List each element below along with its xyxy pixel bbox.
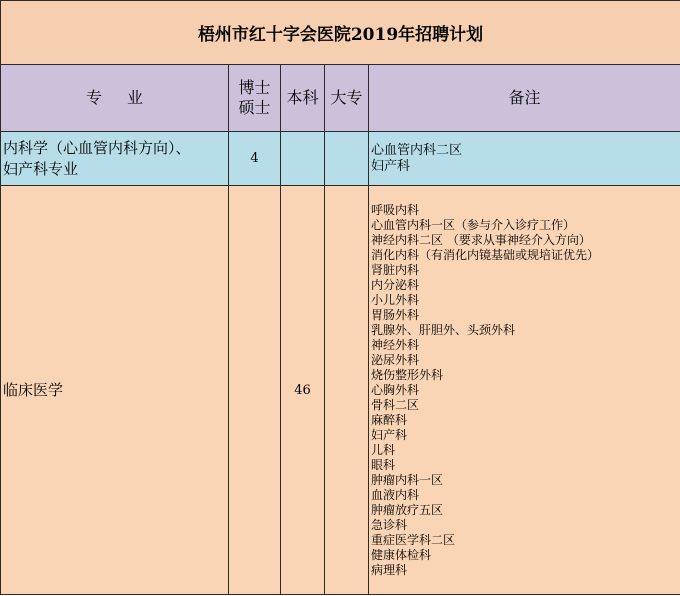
major-cell: 临床医学: [1, 186, 229, 595]
college-count: [325, 132, 369, 186]
remark-line: 小儿外科: [371, 292, 420, 307]
remark-line: 重症医学科二区: [371, 532, 456, 547]
remark-line: 妇产科: [371, 158, 411, 174]
table-row: [1, 186, 680, 595]
sheet-title: 梧州市红十字会医院2019年招聘计划: [1, 1, 680, 65]
remark-line: 眼科: [371, 457, 396, 472]
remark-line: 心血管内科一区（参与介入诊疗工作）: [371, 217, 576, 232]
remark-line: 内分泌科: [371, 277, 420, 292]
remark-line: 血液内科: [371, 487, 420, 502]
major-line: 妇产科专业: [3, 159, 79, 178]
remark-line: 神经外科: [371, 337, 420, 352]
bachelor-count: 46: [281, 186, 325, 595]
remark-line: 健康体检科: [371, 547, 432, 562]
remark-line: 心血管内科二区: [371, 142, 463, 158]
remark-cell: [369, 186, 680, 595]
header-doctor-master: [229, 65, 281, 132]
remark-line: 肾脏内科: [371, 262, 420, 277]
header-master-label: 硕士: [238, 98, 271, 117]
doctor-count: 4: [229, 132, 281, 186]
remark-line: 急诊科: [371, 517, 408, 532]
header-remark: 备注: [369, 65, 680, 132]
remark-cell: [369, 132, 680, 186]
remark-line: 病理科: [371, 562, 408, 577]
major-cell: [1, 132, 229, 186]
remark-line: 骨科二区: [371, 397, 420, 412]
remark-line: 呼吸内科: [371, 202, 420, 217]
major-line: 内科学（心血管内科方向）、: [3, 138, 191, 157]
header-doctor-label: 博士: [238, 78, 271, 97]
remark-line: 泌尿外科: [371, 352, 420, 367]
college-count: [325, 186, 369, 595]
remark-line: 消化内科（有消化内镜基础或规培证优先）: [371, 247, 600, 262]
header-college: 大专: [325, 65, 369, 132]
table-row: [1, 132, 680, 186]
remark-line: 儿科: [371, 442, 396, 457]
header-major: 专 业: [1, 65, 229, 132]
remark-line: 乳腺外、肝胆外、头颈外科: [371, 322, 516, 337]
remark-line: 麻醉科: [371, 412, 408, 427]
remark-line: 肿瘤内科一区: [371, 472, 444, 487]
remark-line: 心胸外科: [371, 382, 420, 397]
header-bachelor: 本科: [281, 65, 325, 132]
doctor-count: [229, 186, 281, 595]
remark-line: 胃肠外科: [371, 307, 420, 322]
remark-line: 烧伤整形外科: [371, 367, 444, 382]
remark-line: 妇产科: [371, 427, 408, 442]
bachelor-count: [281, 132, 325, 186]
remark-line: 肿瘤放疗五区: [371, 502, 444, 517]
remark-line: 神经内科二区 （要求从事神经介入方向）: [371, 232, 591, 247]
